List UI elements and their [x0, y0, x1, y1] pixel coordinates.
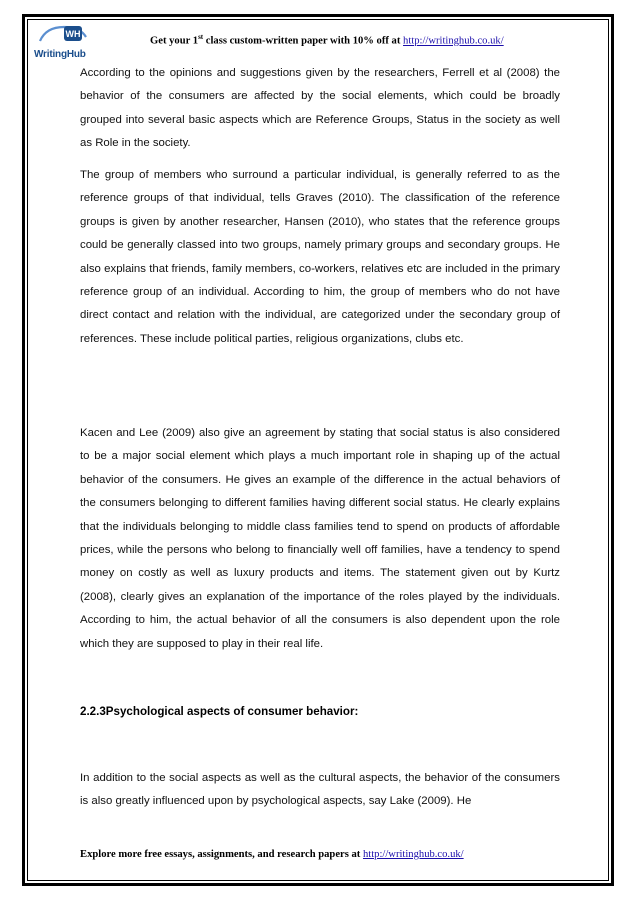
page-footer — [80, 849, 580, 860]
page-header — [150, 33, 570, 47]
paragraph-1: According to the opinions and suggestions given by the researchers, Ferrell et al (2008) the behavior of the consumers are affected by the social elements, which could be broadly grouped into several basic aspects which are Reference Groups, Status in the society as well as Role in the society. — [80, 67, 560, 150]
section-heading: 2.2.3Psychological aspects of consumer behavior: — [80, 705, 359, 718]
paragraph-4: In addition to the social aspects as well as the cultural aspects, the behavior of the consumers is also greatly influenced upon by psychological aspects, say Lake (2009). He — [80, 772, 560, 808]
paragraph-3: Kacen and Lee (2009) also give an agreement by stating that social status is also considered to be a major social element which plays a much important role in shaping up of the actual behavior of the consumers. He gives an example of the difference in the actual behaviors of the consumers belonging to different families having different social status. He clearly explains that the individuals belonging to middle class families tend to spend on products of affordable prices, while the persons who belong to financially well off families, have a tendency to spend money on costly as well as luxury products and items. The statement given out by Kurtz (2008), clearly gives an explanation of the importance of the roles played by the individuals. According to him, the actual behavior of all the consumers is also dependent upon the role which they are supposed to play in their real life. — [80, 427, 560, 650]
footer-text: Explore more free essays, assignments, and research papers at — [80, 849, 363, 860]
header-prefix: Get your 1 — [150, 35, 199, 47]
header-suffix: class custom-written paper with 10% off at — [203, 35, 404, 47]
header-link[interactable]: http://writinghub.co.uk/ — [403, 35, 504, 47]
footer-link[interactable]: http://writinghub.co.uk/ — [362, 849, 464, 860]
logo-brand-text: WritingHub — [34, 49, 86, 60]
logo-monogram: WH — [65, 29, 81, 39]
header-superscript: st — [198, 33, 204, 41]
paragraph-2: The group of members who surround a particular individual, is generally referred to as the reference groups of that individual, tells Graves (2010). The classification of the reference groups is given by another researcher, Hansen (2010), who states that the reference groups could be generally classed into two groups, namely primary groups and secondary groups. He also explains that friends, family members, co-workers, relatives etc are included in the primary reference group of an individual. According to him, the group of members who do not have direct contact and relation with the individual, are categorized under the secondary group of references. These include political parties, religious organizations, clubs etc. — [80, 169, 560, 345]
